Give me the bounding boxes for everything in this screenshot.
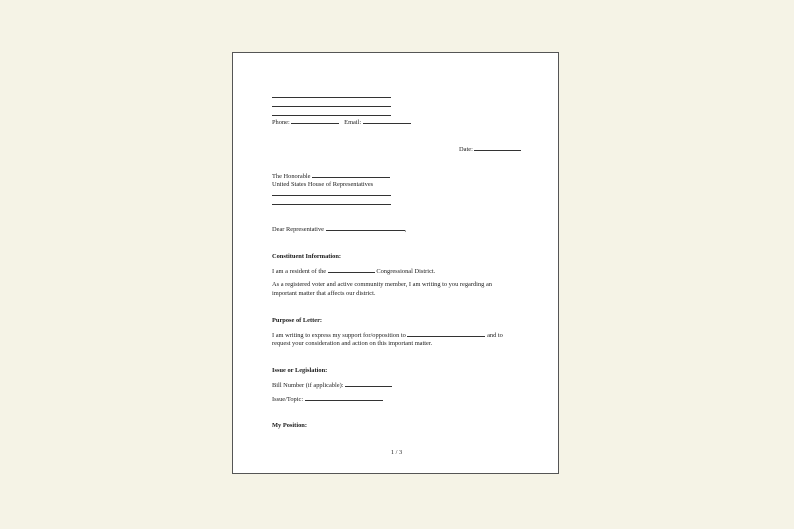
recipient-address-line-1[interactable] <box>272 195 391 196</box>
contact-line <box>272 117 411 127</box>
date-label: Date: <box>459 146 473 153</box>
issue-topic-field[interactable] <box>305 394 383 401</box>
recipient-address-line-2[interactable] <box>272 204 391 205</box>
bill-number-line <box>272 380 392 390</box>
salutation-prefix: Dear Representative <box>272 226 324 233</box>
salutation <box>272 224 406 234</box>
issue-topic-line <box>272 394 383 404</box>
date-field[interactable] <box>474 144 521 151</box>
representative-name-field[interactable] <box>312 171 390 178</box>
page-number: 1 / 3 <box>390 449 403 456</box>
sender-address-line-1[interactable] <box>272 97 391 98</box>
voter-paragraph: As a registered voter and active community member, I am writing to you regarding an important matter that affects our district. <box>272 281 492 297</box>
sender-address-line-2[interactable] <box>272 106 391 107</box>
house-label: United States House of Representatives <box>272 181 374 188</box>
salutation-suffix: , <box>404 226 407 233</box>
purpose-heading: Purpose of Letter: <box>272 317 323 324</box>
salutation-name-field[interactable] <box>326 224 405 231</box>
phone-field[interactable] <box>291 117 339 124</box>
purpose-prefix: I am writing to express my support for/opposition to <box>272 332 406 339</box>
issue-heading: Issue or Legislation: <box>272 367 328 374</box>
issue-topic-label: Issue/Topic: <box>272 396 304 403</box>
district-field[interactable] <box>328 266 375 273</box>
date-line <box>459 144 521 154</box>
resident-suffix: Congressional District. <box>376 268 436 275</box>
purpose-mid: and to <box>487 332 503 339</box>
support-topic-field[interactable] <box>407 330 485 337</box>
constituent-heading: Constituent Information: <box>272 253 342 260</box>
email-field[interactable] <box>363 117 411 124</box>
resident-prefix: I am a resident of the <box>272 268 327 275</box>
position-heading: My Position: <box>272 422 307 429</box>
sender-address-line-3[interactable] <box>272 115 391 116</box>
purpose-line-2: request your consideration and action on this important matter. <box>272 340 433 347</box>
phone-label: Phone: <box>272 119 290 126</box>
resident-line <box>272 266 435 276</box>
bill-number-field[interactable] <box>345 380 392 387</box>
letter-page <box>232 52 559 474</box>
bill-number-label: Bill Number (if applicable): <box>272 382 344 389</box>
honorable-label: The Honorable <box>272 173 311 180</box>
email-label: Email: <box>344 119 362 126</box>
